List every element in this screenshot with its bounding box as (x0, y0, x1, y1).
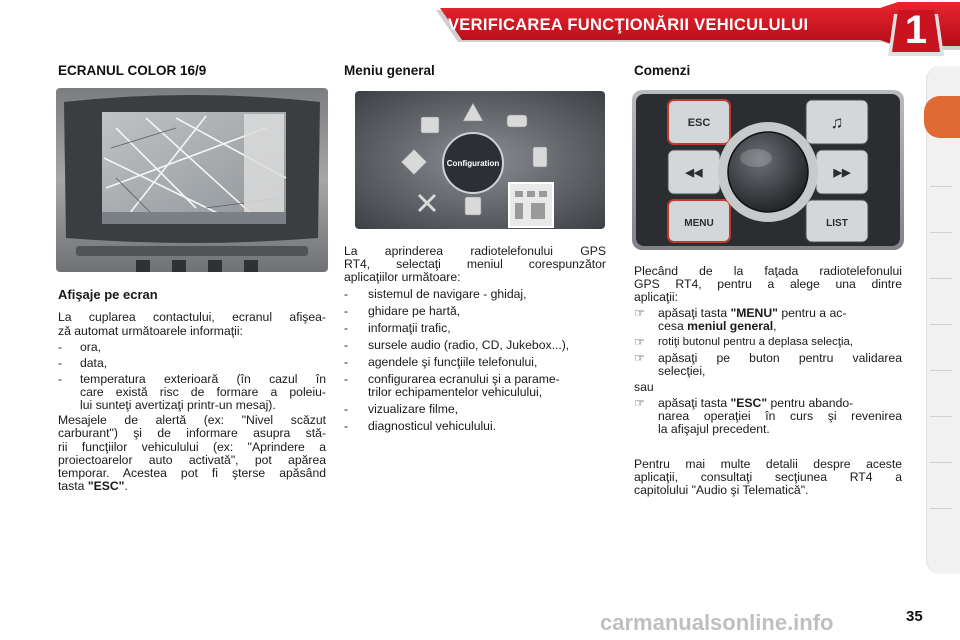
section-title-menu: Meniu general (344, 63, 435, 78)
music-note-icon: ♫ (830, 113, 844, 132)
list-dash: - (344, 419, 349, 433)
list-dash: - (344, 338, 349, 352)
subsection-title-display: Afişaje pe ecran (58, 287, 158, 302)
more-info-line: aplicaţii, consultaţi secţiunea RT4 a (634, 470, 902, 484)
section-title-screen: ECRANUL COLOR 16/9 (58, 63, 207, 78)
menu-screen-label: Configuration (446, 159, 500, 168)
step-text: apăsaţi tasta (658, 306, 731, 320)
controls-intro-line: GPS RT4, pentru a alege una dintre (634, 277, 902, 291)
tab-divider (930, 508, 952, 509)
alert-prefix: tasta (58, 479, 88, 493)
chapter-number: 1 (904, 8, 928, 52)
list-item: diagnosticul vehiculului. (368, 419, 497, 433)
step-text: pentru abando- (767, 396, 854, 410)
list-item: lui sunteţi avertizaţi printr-un mesaj). (80, 398, 276, 412)
controls-intro-line: Plecând de la faţada radiotelefonului (634, 264, 902, 278)
list-dash: - (344, 304, 349, 318)
list-dash: - (344, 372, 349, 386)
step-validate-line: selecţiei, (658, 364, 706, 378)
list-dash: - (344, 402, 349, 416)
color-screen-photo (56, 88, 328, 272)
menu-intro-line: La aprinderea radiotelefonului GPS (344, 244, 606, 258)
step-text: , (773, 319, 777, 333)
tab-divider (930, 278, 952, 279)
general-menu-ref: meniul general (687, 319, 774, 333)
step-text: apăsaţi tasta (658, 396, 731, 410)
list-item: care există risc de formare a poleiu- (80, 385, 326, 399)
menu-intro-line: aplicaţiilor următoare: (344, 270, 461, 284)
display-intro-line: La cuplarea contactului, ecranul afişea- (58, 310, 326, 324)
down-arrow-icon: ▼ (762, 225, 774, 239)
tab-divider (930, 370, 952, 371)
step-validate-line: apăsaţi pe buton pentru validarea (658, 351, 902, 365)
menu-key-ref: "MENU" (730, 306, 778, 320)
menu-intro-line: RT4, selectaţi meniul corespunzător (344, 257, 606, 271)
list-item: configurarea ecranului şi a parame- (368, 372, 560, 386)
or-separator: sau (634, 380, 654, 394)
alert-line-last (58, 480, 128, 493)
page-number: 35 (906, 608, 923, 625)
step-rotate-line: rotiţi butonul pentru a deplasa selecţia, (658, 336, 854, 348)
chapter-tab-active[interactable] (924, 96, 960, 138)
tab-divider (930, 232, 952, 233)
pointing-hand-icon: ☞ (634, 396, 645, 410)
list-button-label: LIST (826, 218, 848, 229)
alert-line: Mesajele de alertă (ex: "Nivel scăzut (58, 413, 326, 427)
alert-line: carburant") şi de informare asupra stă- (58, 426, 326, 440)
list-item: sistemul de navigare - ghidaj, (368, 287, 527, 301)
list-item: ghidare pe hartă, (368, 304, 461, 318)
list-item: data, (80, 356, 108, 370)
esc-key-ref: "ESC" (87, 479, 125, 493)
list-item: agendele şi funcţiile telefonului, (368, 355, 538, 369)
step-esc-line: la afişajul precedent. (658, 422, 770, 436)
watermark-text: carmanualsonline.info (600, 610, 834, 635)
menu-button-label: MENU (684, 218, 714, 229)
step-text: pentru a ac- (777, 306, 847, 320)
list-item: temperatura exterioară (în cazul în (80, 372, 326, 386)
step-menu-line (658, 320, 777, 333)
more-info-line: Pentru mai multe detalii despre aceste (634, 457, 902, 471)
pointing-hand-icon: ☞ (634, 351, 645, 365)
list-dash: - (58, 372, 63, 386)
list-item: ora, (80, 340, 102, 354)
list-dash: - (344, 287, 349, 301)
alert-line: rii funcţiilor vehiculului (ex: "Aprindere a (58, 440, 326, 454)
list-dash: - (58, 356, 63, 370)
previous-icon: ◀◀ (685, 167, 703, 179)
list-item: vizualizare filme, (368, 402, 459, 416)
controls-intro-line: aplicaţii: (634, 290, 679, 304)
controls-panel-photo (632, 90, 904, 250)
section-title-controls: Comenzi (634, 63, 691, 78)
display-intro-line: ză automat următoarele informaţii: (58, 324, 243, 338)
more-info-line: capitolului "Audio şi Telematică". (634, 483, 809, 497)
tab-divider (930, 186, 952, 187)
page-title: VERIFICAREA FUNCŢIONĂRII VEHICULULUI (448, 16, 809, 34)
chapter-tab-strip (926, 66, 960, 574)
step-text: cesa (658, 319, 688, 333)
alert-line: proiectoarelor auto activată", pot apărea (58, 453, 326, 467)
list-dash: - (58, 340, 63, 354)
esc-key-ref: "ESC" (730, 396, 768, 410)
general-menu-screen (355, 91, 605, 229)
up-arrow-icon: ▲ (762, 105, 774, 119)
watermark (600, 608, 900, 638)
pointing-hand-icon: ☞ (634, 335, 645, 349)
tab-divider (930, 416, 952, 417)
esc-button-label: ESC (687, 117, 711, 129)
list-item: informaţii trafic, (368, 321, 451, 335)
list-dash: - (344, 355, 349, 369)
step-esc-line: narea operaţiei în curs şi revenirea (658, 409, 902, 423)
list-dash: - (344, 321, 349, 335)
list-item: trilor echipamentelor vehiculului, (368, 385, 543, 399)
tab-divider (930, 462, 952, 463)
next-icon: ▶▶ (833, 167, 851, 179)
alert-suffix: . (124, 479, 128, 493)
pointing-hand-icon: ☞ (634, 306, 645, 320)
alert-line: temporar. Acestea pot fi şterse apăsând (58, 466, 326, 480)
list-item: sursele audio (radio, CD, Jukebox...), (368, 338, 570, 352)
tab-divider (930, 324, 952, 325)
